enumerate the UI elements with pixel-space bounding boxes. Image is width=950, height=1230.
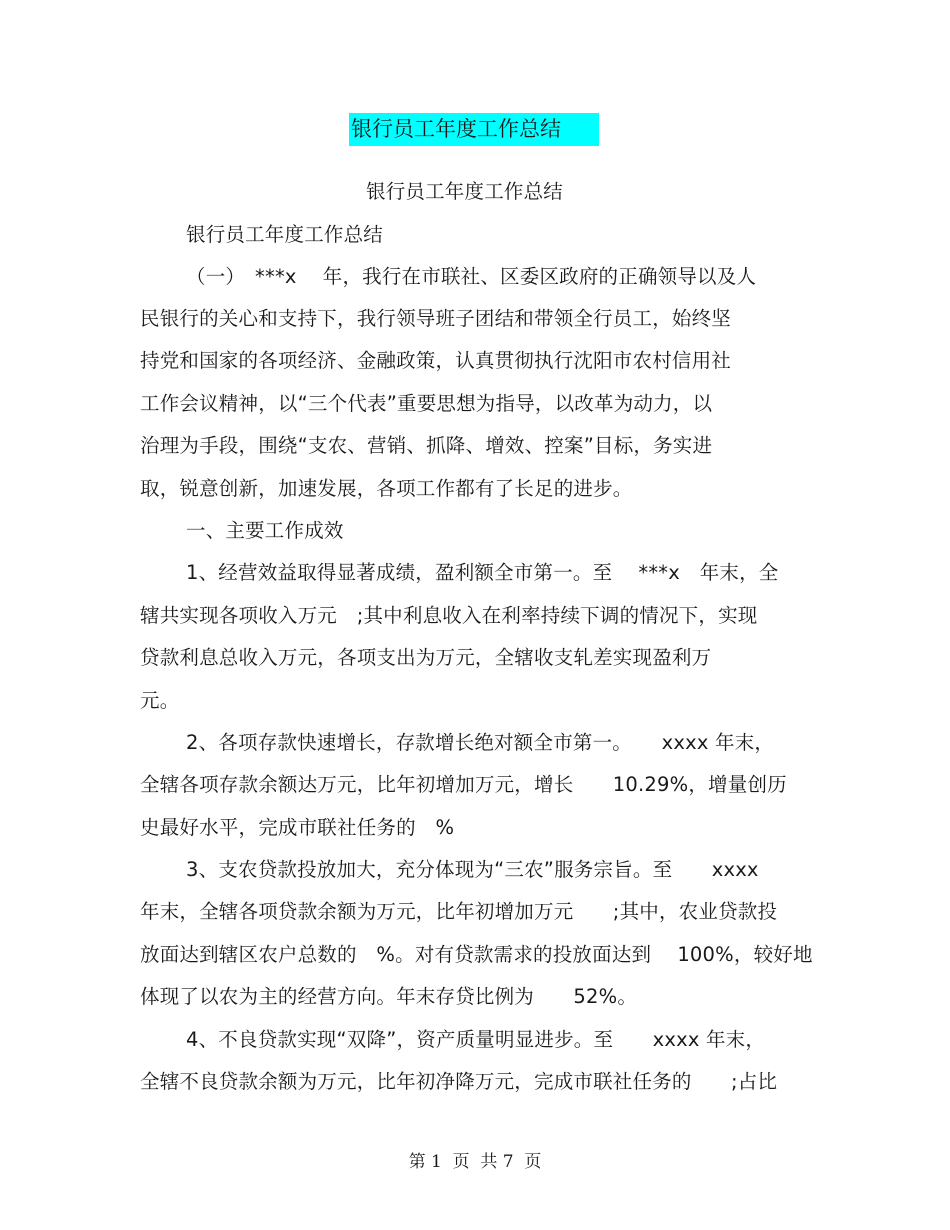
paragraph-line: （一） ***x 年，我行在市联社、区委区政府的正确领导以及人 <box>186 265 757 288</box>
subtitle-line: 银行员工年度工作总结 <box>366 180 564 203</box>
paragraph-line: 放面达到辖区农户总数的 %。对有贷款需求的投放面达到 100%，较好地 <box>140 943 813 966</box>
paragraph-line: 工作会议精神，以“三个代表”重要思想为指导，以改革为动力，以 <box>140 392 713 415</box>
paragraph-line: 元。 <box>140 689 180 712</box>
paragraph-line: 辖共实现各项收入万元 ;其中利息收入在利率持续下调的情况下，实现 <box>140 604 758 627</box>
paragraph-line: 民银行的关心和支持下，我行领导班子团结和带领全行员工，始终坚 <box>140 307 732 330</box>
paragraph-line: 银行员工年度工作总结 <box>186 223 384 246</box>
paragraph-line: 体现了以农为主的经营方向。年末存贷比例为 52%。 <box>140 985 638 1008</box>
paragraph-line: 2、各项存款快速增长，存款增长绝对额全市第一。 xxxx 年末， <box>186 731 775 754</box>
paragraph-line: 史最好水平，完成市联社任务的 % <box>140 816 455 839</box>
paragraph-line: 取，锐意创新，加速发展，各项工作都有了长足的进步。 <box>140 477 633 500</box>
paragraph-line: 年末，全辖各项贷款余额为万元，比年初增加万元 ;其中，农业贷款投 <box>140 900 778 923</box>
paragraph-line: 贷款利息总收入万元，各项支出为万元，全辖收支轧差实现盈利万 <box>140 646 712 669</box>
paragraph-line: 1、经营效益取得显著成绩，盈利额全市第一。至 ***x 年末，全 <box>186 561 779 584</box>
paragraph-line: 持党和国家的各项经济、金融政策，认真贯彻执行沈阳市农村信用社 <box>140 349 732 372</box>
paragraph-line: 全辖不良贷款余额为万元，比年初净降万元，完成市联社任务的 ;占比 <box>140 1070 778 1093</box>
paragraph-line: 治理为手段，围绕“支农、营销、抓降、增效、控案”目标，务实进 <box>140 434 713 457</box>
section-heading: 一、主要工作成效 <box>186 519 344 542</box>
paragraph-line: 全辖各项存款余额达万元，比年初增加万元，增长 10.29%，增量创历 <box>140 773 787 796</box>
document-title: 银行员工年度工作总结 <box>349 113 599 146</box>
paragraph-line: 4、不良贷款实现“双降”，资产质量明显进步。至 xxxx 年末， <box>186 1028 766 1051</box>
page-footer: 第 1 页 共 7 页 <box>408 1152 542 1172</box>
paragraph-line: 3、支农贷款投放加大，充分体现为“三农”服务宗旨。至 xxxx <box>186 858 759 881</box>
